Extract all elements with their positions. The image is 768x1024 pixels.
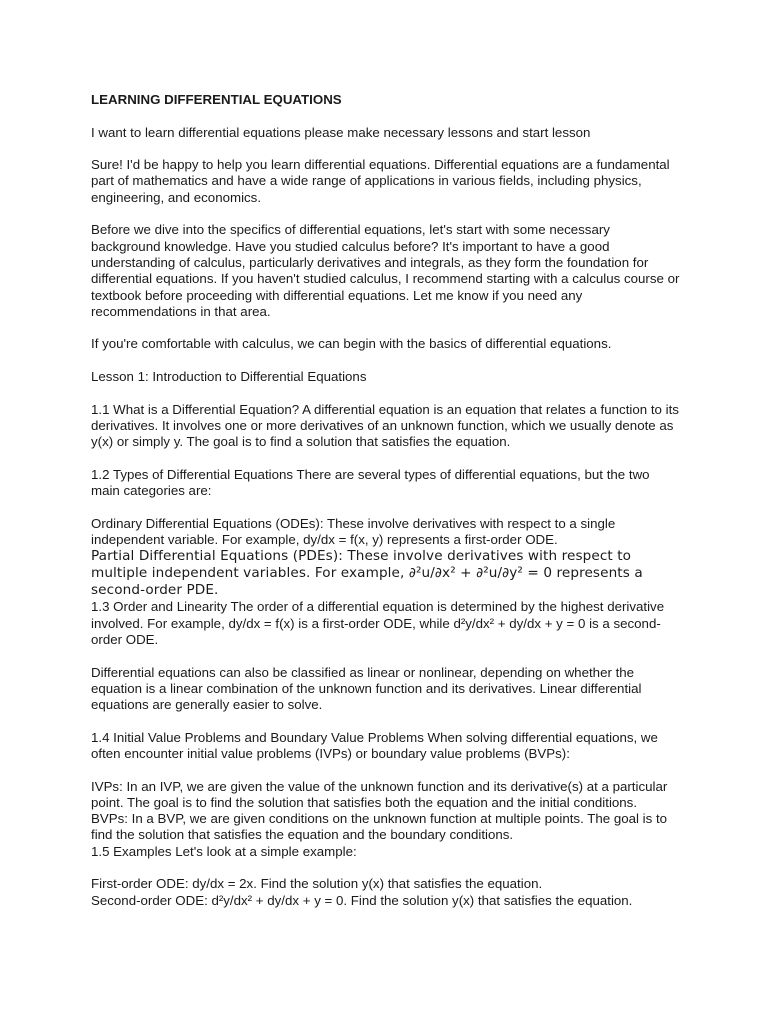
linearity-paragraph: Differential equations can also be classified as linear or nonlinear, depending on whether the equation is a linear combination of the unknown function and its derivatives. Linear differential equations are generally easier to solve.	[91, 664, 642, 713]
second-order-example: Second-order ODE: d²y/dx² + dy/dx + y = 0. Find the solution y(x) that satisfies the equation.	[91, 892, 633, 908]
intro-paragraph: Sure! I'd be happy to help you learn differential equations. Differential equations are a fundamental part of mathematics and have a wide range of applications in various fields, including physics, engineering, and economics.	[91, 157, 670, 205]
document-body	[91, 92, 681, 909]
calculus-paragraph: If you're comfortable with calculus, we can begin with the basics of differential equations.	[91, 336, 612, 352]
background-paragraph: Before we dive into the specifics of differential equations, let's start with some necessary background knowledge. Have you studied calculus before? It's important to have a good understanding of calculus, particularly derivatives and integrals, as they form the foundation for differential equations. If you haven't studied calculus, I recommend starting with a calculus course or textbook before proceeding with differential equations. Let me know if you need any recommendations in that area.	[91, 222, 680, 319]
section-1-4: 1.4 Initial Value Problems and Boundary Value Problems When solving differential equations, we often encounter initial value problems (IVPs) or boundary value problems (BVPs):	[91, 729, 658, 761]
pde-item: Partial Differential Equations (PDEs): These involve derivatives with respect to multiple independent variables. For example, ∂²u/∂x² + ∂²u/∂y² = 0 represents a second-order PDE.	[91, 548, 643, 599]
bvp-item: BVPs: In a BVP, we are given conditions on the unknown function at multiple points. The goal is to find the solution that satisfies the equation and the boundary conditions.	[91, 811, 668, 843]
user-prompt: I want to learn differential equations please make necessary lessons and start lesson	[91, 124, 591, 140]
section-1-3: 1.3 Order and Linearity The order of a differential equation is determined by the highest derivative involved. For example, dy/dx = f(x) is a first-order ODE, while d²y/dx² + dy/dx + y = 0 is a second-order ODE.	[91, 599, 665, 647]
section-1-2: 1.2 Types of Differential Equations There are several types of differential equations, but the two main categories are:	[91, 466, 650, 499]
ode-item: Ordinary Differential Equations (ODEs): These involve derivatives with respect to a single independent variable. For example, dy/dx = f(x, y) represents a first-order ODE.	[91, 515, 616, 548]
ivp-item: IVPs: In an IVP, we are given the value of the unknown function and its derivative(s) at a particular point. The goal is to find the solution that satisfies both the equation and the initial conditions.	[91, 778, 668, 810]
document-title: LEARNING DIFFERENTIAL EQUATIONS	[91, 92, 342, 107]
lesson-heading: Lesson 1: Introduction to Differential Equations	[91, 369, 367, 385]
section-1-5: 1.5 Examples Let's look at a simple example:	[91, 843, 357, 859]
first-order-example: First-order ODE: dy/dx = 2x. Find the solution y(x) that satisfies the equation.	[91, 876, 543, 892]
section-1-1: 1.1 What is a Differential Equation? A differential equation is an equation that relates a function to its derivatives. It involves one or more derivatives of an unknown function, which we usually denote as y(x) or simply y. The goal is to find a solution that satisfies the equation.	[91, 401, 679, 450]
